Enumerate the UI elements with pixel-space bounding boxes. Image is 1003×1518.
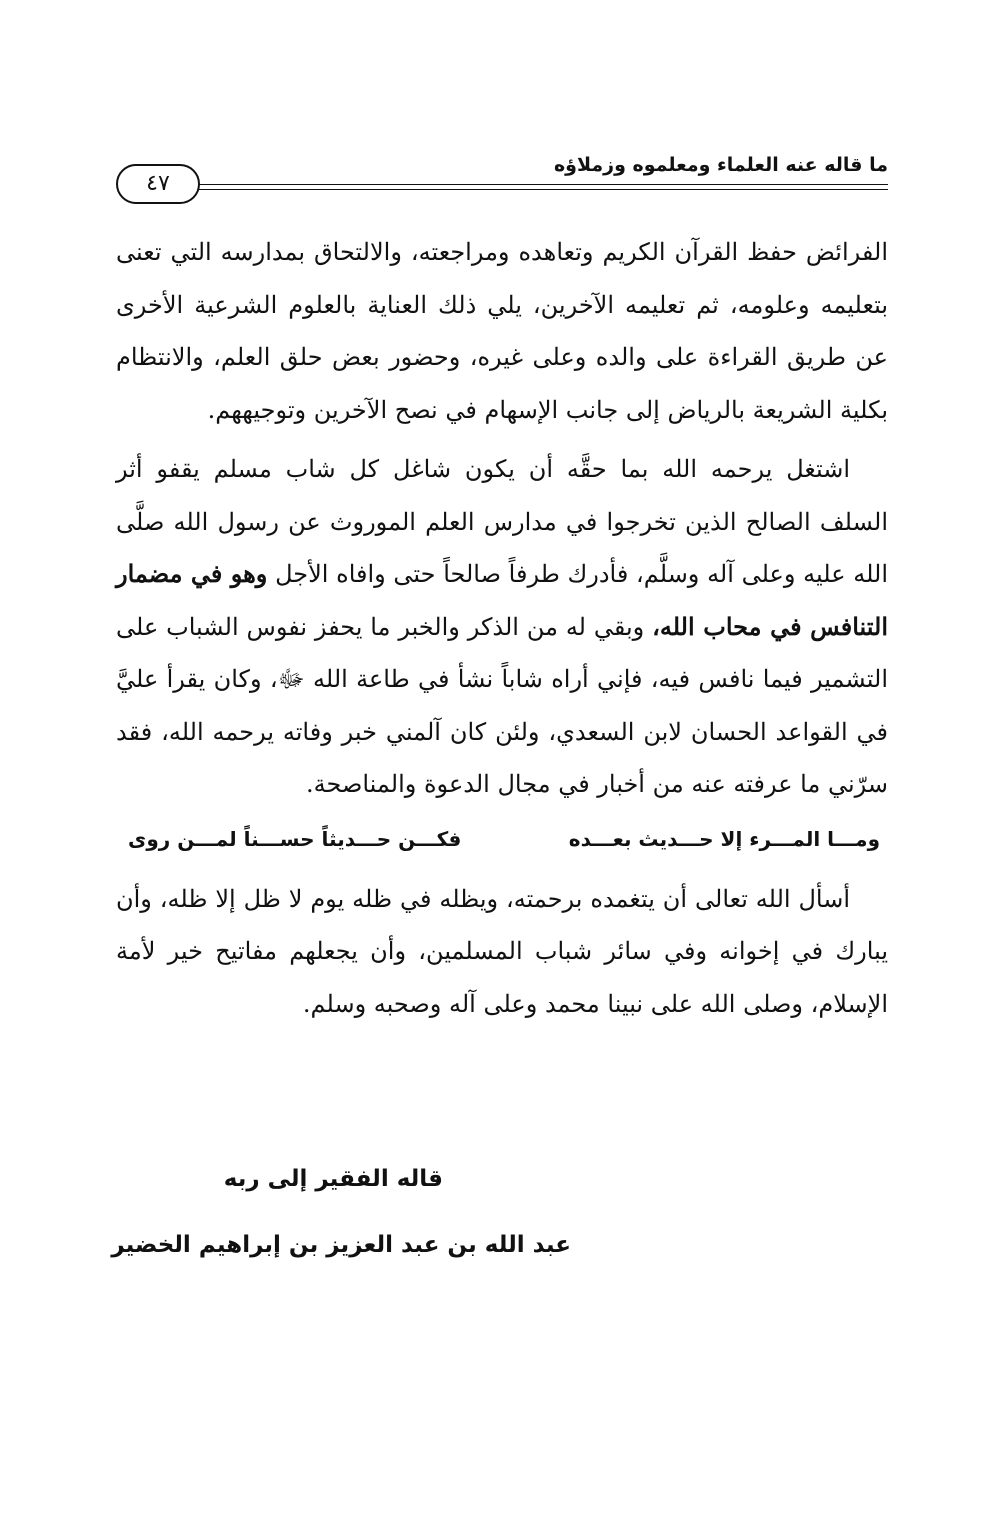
header-rule bbox=[198, 184, 888, 185]
running-title: ما قاله عنه العلماء ومعلموه وزملاؤه bbox=[553, 154, 888, 176]
paragraph-closing-prayer: أسأل الله تعالى أن يتغمده برحمته، ويظله في ظله يوم لا ظل إلا ظله، وأن يبارك في إخوانه وفي سائر شباب المسلمين، وأن يجعلهم مفاتيح خير لأمة الإسلام، وصلى الله على نبينا محمد وعلى آله وصحبه وسلم. bbox=[116, 884, 888, 1018]
paragraph-continuation: الفرائض حفظ القرآن الكريم وتعاهده ومراجعته، والالتحاق بمدارسه التي تعنى بتعليمه وعلومه، ثم تعليمه الآخرين، يلي ذلك العناية بالعلوم الشرعية الأخرى عن طريق القراءة على والده وعلى غيره، وحضور بعض حلق العلم، والانتظام بكلية الشريعة بالرياض إلى جانب الإسهام في نصح الآخرين وتوجيههم. bbox=[116, 238, 889, 424]
page-body bbox=[116, 226, 888, 1030]
poetry-verse bbox=[116, 815, 888, 873]
paragraph-tribute-part2: وبقي له من الذكر والخبر ما يحفز نفوس الشباب على التشمير فيما نافس فيه، فإني أراه شاباً نشأ في طاعة الله ﷻ، وكان يقرأ عليَّ في القواعد الحسان لابن السعدي، ولئن كان آلمني خبر وفاته يرحمه الله، فقد سرّني ما عرفته عنه من أخبار في مجال الدعوة والمناصحة. bbox=[116, 612, 888, 798]
paragraph-tribute-part1: اشتغل يرحمه الله بما حقَّه أن يكون شاغل كل شاب مسلم يقفو أثر السلف الصالح الذين تخرجوا في مدارس العلم الموروث عن رسول الله صلَّى الله عليه وعلى آله وسلَّم، فأدرك طرفاً صالحاً حتى وافاه الأجل bbox=[116, 455, 888, 588]
verse-first-hemistich: ومـــا المـــرء إلا حـــديث بعـــده bbox=[568, 826, 880, 851]
page-number-badge: ٤٧ bbox=[116, 164, 200, 204]
signature-author-name: عبد الله بن عبد العزيز بن إبراهيم الخضير bbox=[111, 1232, 571, 1258]
verse-second-hemistich: فكـــن حـــديثاً حســـناً لمـــن روى bbox=[128, 826, 462, 851]
signature-line-1: قاله الفقير إلى ربه bbox=[223, 1166, 443, 1192]
paragraph-tribute bbox=[116, 443, 888, 811]
paragraph-tribute-emphasis: وهو في مضمار التنافس في محاب الله، bbox=[116, 559, 888, 641]
header-rule-secondary bbox=[198, 189, 888, 190]
page-header bbox=[116, 150, 888, 210]
